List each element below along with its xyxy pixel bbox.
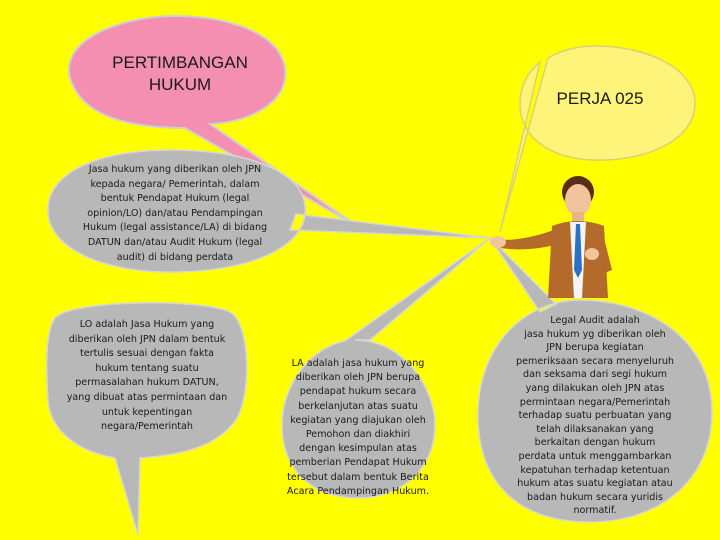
lo-text: LO adalah Jasa Hukum yang diberikan oleh JPN dalam bentuk tertulis sesuai dengan fakta hukum tentang suatu permasalahan hukum DATUN, yang dibuat atas permintaan dan untuk kepentingan negara/Pemerintah: [66, 319, 228, 433]
pertimbangan-hukum-title: PERTIMBANGAN HUKUM: [112, 53, 248, 94]
legal-audit-text: Legal Audit adalah jasa hukum yg diberikan oleh JPN berupa kegiatan pemeriksaan secara menyeluruh dan seksama dari segi hukum yang dilakukan oleh JPN atas permintaan negara/Pemerintah terhadap suatu perbuatan yang telah dilaksanakan yang berkaitan dengan hukum perdata untuk menggambarkan kepatuhan terhadap ketentuan hukum atas suatu kegiatan atau badan hukum secara yuridis normatif.: [516, 315, 674, 517]
jasa-hukum-text: Jasa hukum yang diberikan oleh JPN kepada negara/ Pemerintah, dalam bentuk Pendapat Hukum (legal opinion/LO) dan/atau Pendampingan Hukum (legal assistance/LA) di bidang DATUN dan/atau Audit Hukum (legal audit) di bidang perdata: [82, 164, 268, 263]
perja-025-title: PERJA 025: [556, 89, 644, 108]
businessman-figure: [480, 170, 620, 305]
la-text: LA adalah jasa hukum yang diberikan oleh JPN berupa pendapat hukum secara berkelanjutan atas suatu kegiatan yang diajukan oleh Pemohon dan diakhiri dengan kesimpulan atas pemberian Pendapat Hukum tersebut dalam bentuk Berita Acara Pendampingan Hukum.: [286, 358, 430, 497]
